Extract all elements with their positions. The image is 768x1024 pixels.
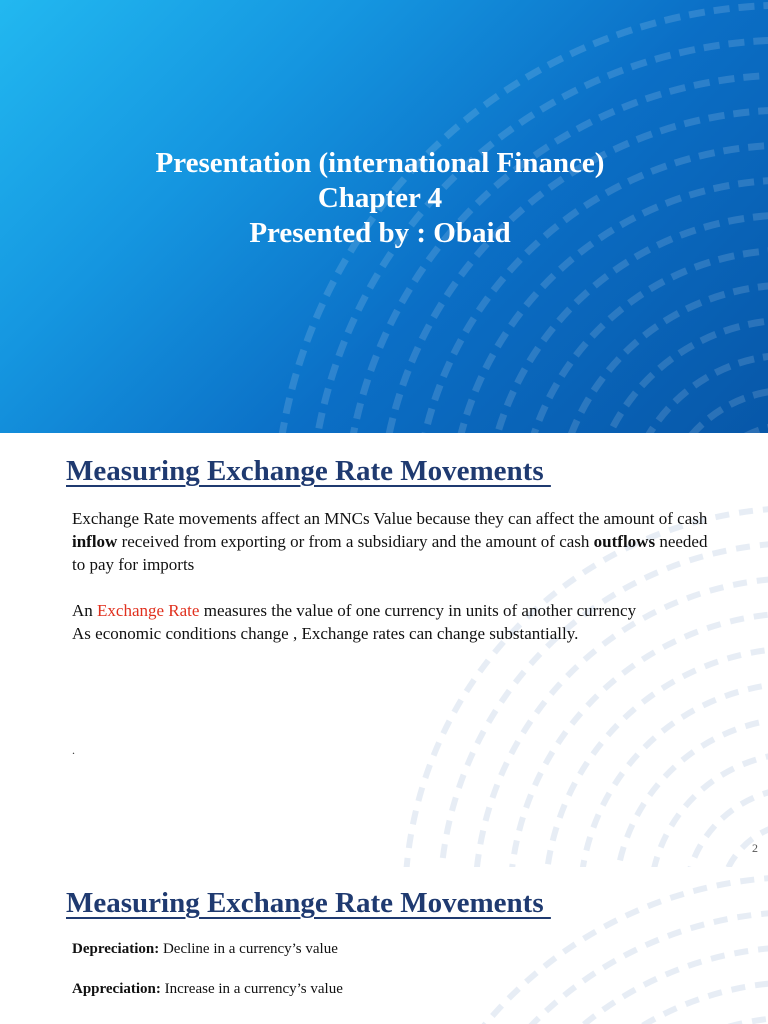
slide-body xyxy=(72,507,712,645)
definition-appreciation xyxy=(72,981,692,998)
bold-term-outflows: outflows xyxy=(593,532,656,551)
slide-heading: Measuring Exchange Rate Movements xyxy=(66,887,551,919)
definition-depreciation xyxy=(72,941,692,958)
slide-title xyxy=(0,146,760,251)
paragraph-exchange-rate xyxy=(72,599,712,622)
text-segment: An xyxy=(72,601,98,620)
title-line-1: Presentation (international Finance) xyxy=(155,147,605,179)
stray-dot: . xyxy=(72,743,75,757)
paragraph-gap xyxy=(72,576,712,599)
title-line-3: Presented by : Obaid xyxy=(249,217,511,249)
title-slide xyxy=(0,0,768,433)
term-label: Depreciation: xyxy=(72,941,160,957)
slide-heading: Measuring Exchange Rate Movements xyxy=(66,455,551,487)
text-segment: measures the value of one currency in units of another currency xyxy=(199,601,637,620)
paragraph-cash-flows xyxy=(72,507,712,576)
slide-3 xyxy=(0,867,768,1024)
page-number: 2 xyxy=(752,841,758,855)
title-line-2: Chapter 4 xyxy=(317,182,443,214)
decorative-rings xyxy=(0,433,768,867)
slide-2 xyxy=(0,433,768,867)
bold-term-inflow: inflow xyxy=(72,532,118,551)
term-definition: Increase in a currency’s value xyxy=(160,981,343,997)
paragraph-economic-conditions: As economic conditions change , Exchange rates can change substantially. xyxy=(72,624,579,643)
term-definition: Decline in a currency’s value xyxy=(159,941,338,957)
text-segment: received from exporting or from a subsidiary and the amount of cash xyxy=(117,532,594,551)
term-label: Appreciation: xyxy=(72,981,161,997)
text-segment: Exchange Rate movements affect an MNCs Value because they can affect the amount of cash xyxy=(72,509,708,528)
text-segment: needed to pay for imports xyxy=(72,532,708,574)
highlight-exchange-rate: Exchange Rate xyxy=(97,601,200,620)
